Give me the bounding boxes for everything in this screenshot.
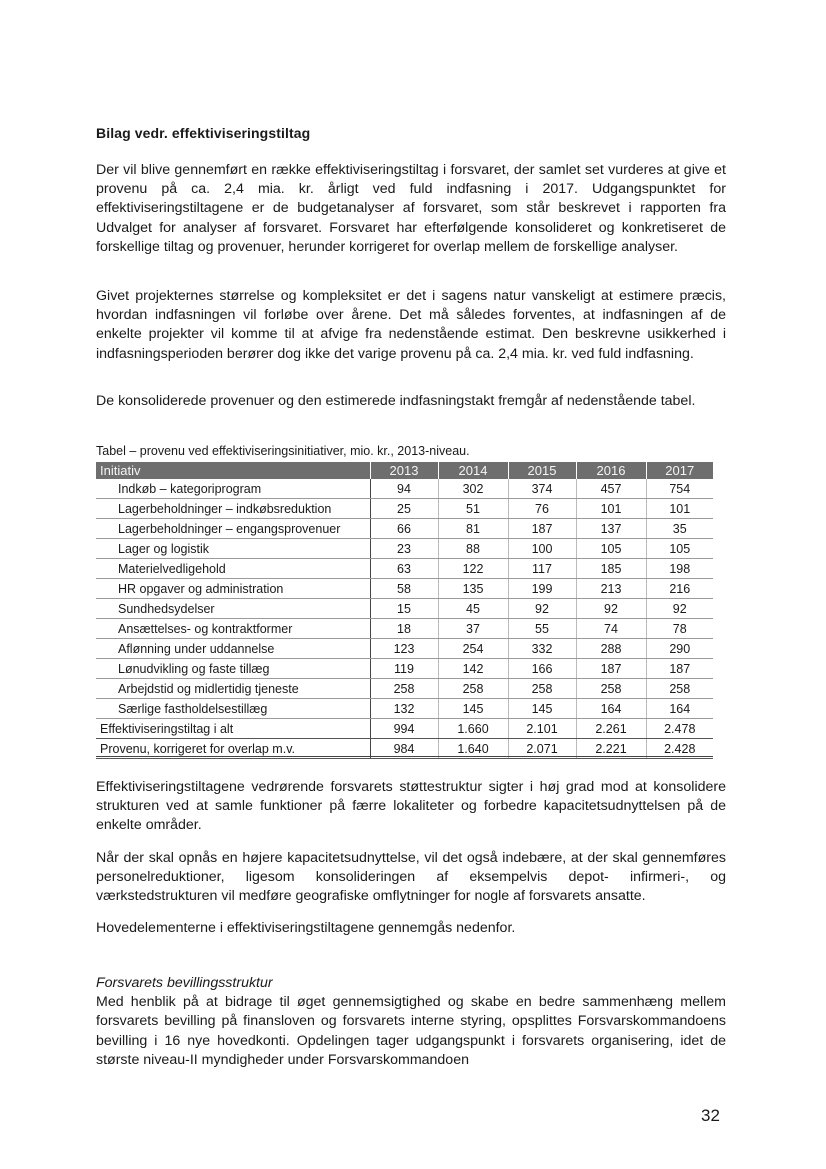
table-cell-value: 101 (576, 499, 646, 519)
paragraph-main-elements: Hovedelementerne i effektiviseringstiltagene gennemgås nedenfor. (96, 920, 516, 936)
table-cell-value: 117 (508, 559, 576, 579)
table-cell-initiative: Lagerbeholdninger – indkøbsreduktion (96, 499, 370, 519)
table-cell-value: 123 (370, 639, 438, 659)
table-cell-value: 92 (508, 599, 576, 619)
table-cell-value: 290 (646, 639, 713, 659)
table-cell-initiative: Provenu, korrigeret for overlap m.v. (96, 739, 370, 759)
table-cell-value: 132 (370, 699, 438, 719)
table-row (96, 619, 713, 639)
table-cell-initiative: Indkøb – kategoriprogram (96, 479, 370, 499)
table-row (96, 659, 713, 679)
column-header: Initiativ (96, 462, 370, 479)
table-cell-value: 100 (508, 539, 576, 559)
table-cell-value: 2.221 (576, 739, 646, 759)
table-row (96, 499, 713, 519)
table-cell-value: 984 (370, 739, 438, 759)
table-cell-initiative: Lagerbeholdninger – engangsprovenuer (96, 519, 370, 539)
table-cell-value: 213 (576, 579, 646, 599)
table-cell-value: 81 (438, 519, 508, 539)
table-cell-value: 258 (576, 679, 646, 699)
table-cell-value: 35 (646, 519, 713, 539)
table-cell-initiative: Aflønning under uddannelse (96, 639, 370, 659)
table-cell-value: 2.428 (646, 739, 713, 759)
table-row (96, 599, 713, 619)
table-cell-value: 37 (438, 619, 508, 639)
subsection-heading: Forsvarets bevillingsstruktur (96, 975, 273, 991)
table-cell-value: 1.640 (438, 739, 508, 759)
table-cell-value: 66 (370, 519, 438, 539)
table-cell-value: 105 (576, 539, 646, 559)
table-cell-value: 994 (370, 719, 438, 739)
table-cell-initiative: HR opgaver og administration (96, 579, 370, 599)
column-header: 2013 (370, 462, 438, 479)
table-cell-value: 164 (646, 699, 713, 719)
table-cell-value: 254 (438, 639, 508, 659)
table-cell-value: 51 (438, 499, 508, 519)
table-cell-value: 187 (576, 659, 646, 679)
table-cell-value: 119 (370, 659, 438, 679)
table-cell-value: 25 (370, 499, 438, 519)
table-cell-value: 198 (646, 559, 713, 579)
table-cell-value: 122 (438, 559, 508, 579)
table-cell-value: 187 (646, 659, 713, 679)
table-cell-value: 166 (508, 659, 576, 679)
table-cell-initiative: Materielvedligehold (96, 559, 370, 579)
table-cell-value: 74 (576, 619, 646, 639)
paragraph-appropriation-structure (96, 974, 726, 1070)
paragraph-intro: Der vil blive gennemført en række effektiviseringstiltag i forsvaret, der samlet set vurderes at give et provenu på ca. 2,4 mia. kr. årligt ved fuld indfasning i 2017. Udgangspunktet for effektiviseringstiltagene er de budgetanalyser af forsvaret, som står beskrevet i rapporten fra Udvalget for analyser af forsvaret. Forsvaret har efterfølgende konsolideret og konkretiseret de forskellige tiltag og provenuer, herunder korrigeret for overlap mellem de forskellige analyser. (96, 162, 726, 255)
table-cell-initiative: Arbejdstid og midlertidig tjeneste (96, 679, 370, 699)
table-cell-value: 135 (438, 579, 508, 599)
table-cell-value: 332 (508, 639, 576, 659)
table-cell-value: 164 (576, 699, 646, 719)
table-cell-value: 185 (576, 559, 646, 579)
table-cell-value: 258 (508, 679, 576, 699)
table-row (96, 539, 713, 559)
column-header: 2014 (438, 462, 508, 479)
table-cell-value: 2.101 (508, 719, 576, 739)
table-cell-value: 187 (508, 519, 576, 539)
table-cell-value: 92 (576, 599, 646, 619)
column-header: 2016 (576, 462, 646, 479)
table-cell-initiative: Effektiviseringstiltag i alt (96, 719, 370, 739)
paragraph-capacity: Når der skal opnås en højere kapacitetsudnyttelse, vil det også indebære, at der skal gennemføres personelreduktioner, ligesom konsolideringen af eksempelvis depot- infirmeri-, og værkstedstrukturen vil medføre geografiske omflytninger for nogle af forsvarets ansatte. (96, 850, 726, 905)
table-cell-value: 258 (646, 679, 713, 699)
section-heading: Bilag vedr. effektiviseringstiltag (96, 125, 311, 141)
table-cell-value: 92 (646, 599, 713, 619)
table-cell-value: 258 (370, 679, 438, 699)
table-cell-value: 137 (576, 519, 646, 539)
paragraph-uncertainty: Givet projekternes størrelse og kompleksitet er det i sagens natur vanskeligt at estimere præcis, hvordan indfasningen vil forløbe over årene. Det må således forventes, at indfasningen af de enkelte projekter vil komme til at afvige fra nedenstående estimat. Den beskrevne usikkerhed i indfasningsperioden berører dog ikke det varige provenu på ca. 2,4 mia. kr. ved fuld indfasning. (96, 288, 726, 362)
table-row (96, 559, 713, 579)
table-cell-value: 55 (508, 619, 576, 639)
table-cell-value: 101 (646, 499, 713, 519)
paragraph-text: Med henblik på at bidrage til øget gennemsigtighed og skabe en bedre sammenhæng mellem forsvarets bevilling på finansloven og forsvarets interne styring, opsplittes Forsvarskommandoens bevilling i 16 nye hovedkonti. Opdelingen tager udgangspunkt i forsvarets organisering, idet de største niveau-II myndigheder under Forsvarskommandoen (96, 994, 726, 1068)
table-cell-value: 2.261 (576, 719, 646, 739)
table-cell-value: 145 (438, 699, 508, 719)
table-total-row (96, 719, 713, 739)
table-cell-value: 199 (508, 579, 576, 599)
table-cell-value: 374 (508, 479, 576, 499)
table-cell-value: 258 (438, 679, 508, 699)
table-cell-value: 94 (370, 479, 438, 499)
table-header-row (96, 462, 713, 479)
table-bottom-rule (96, 756, 713, 757)
table-cell-initiative: Lønudvikling og faste tillæg (96, 659, 370, 679)
column-header: 2017 (646, 462, 713, 479)
table-cell-value: 76 (508, 499, 576, 519)
table-row (96, 579, 713, 599)
table-cell-initiative: Sundhedsydelser (96, 599, 370, 619)
table-cell-value: 105 (646, 539, 713, 559)
table-cell-value: 1.660 (438, 719, 508, 739)
table-cell-value: 58 (370, 579, 438, 599)
table-cell-value: 288 (576, 639, 646, 659)
table-cell-value: 18 (370, 619, 438, 639)
table-row (96, 479, 713, 499)
column-header: 2015 (508, 462, 576, 479)
table-cell-value: 45 (438, 599, 508, 619)
table-cell-value: 23 (370, 539, 438, 559)
table-cell-value: 78 (646, 619, 713, 639)
table-cell-value: 142 (438, 659, 508, 679)
table-cell-value: 63 (370, 559, 438, 579)
table-row (96, 519, 713, 539)
paragraph-table-intro: De konsoliderede provenuer og den estimerede indfasningstakt fremgår af nedenstående tabel. (96, 393, 696, 409)
table-cell-value: 2.478 (646, 719, 713, 739)
table-cell-initiative: Lager og logistik (96, 539, 370, 559)
table-cell-value: 2.071 (508, 739, 576, 759)
table-cell-value: 216 (646, 579, 713, 599)
table-cell-value: 754 (646, 479, 713, 499)
table-cell-value: 457 (576, 479, 646, 499)
table-cell-value: 145 (508, 699, 576, 719)
table-row (96, 699, 713, 719)
table-row (96, 639, 713, 659)
table-row (96, 679, 713, 699)
table-cell-initiative: Særlige fastholdelsestillæg (96, 699, 370, 719)
table-cell-initiative: Ansættelses- og kontraktformer (96, 619, 370, 639)
table-cell-value: 302 (438, 479, 508, 499)
paragraph-support-structure: Effektiviseringstiltagene vedrørende forsvarets støttestruktur sigter i høj grad mod at konsolidere strukturen ved at samle funktioner på færre lokaliteter og forbedre kapacitetsudnyttelsen på de enkelte områder. (96, 779, 726, 834)
table-cell-value: 15 (370, 599, 438, 619)
provenu-table (96, 462, 713, 759)
page-number: 32 (701, 1106, 720, 1125)
table-cell-value: 88 (438, 539, 508, 559)
table-caption: Tabel – provenu ved effektiviseringsinitiativer, mio. kr., 2013-niveau. (96, 444, 470, 458)
